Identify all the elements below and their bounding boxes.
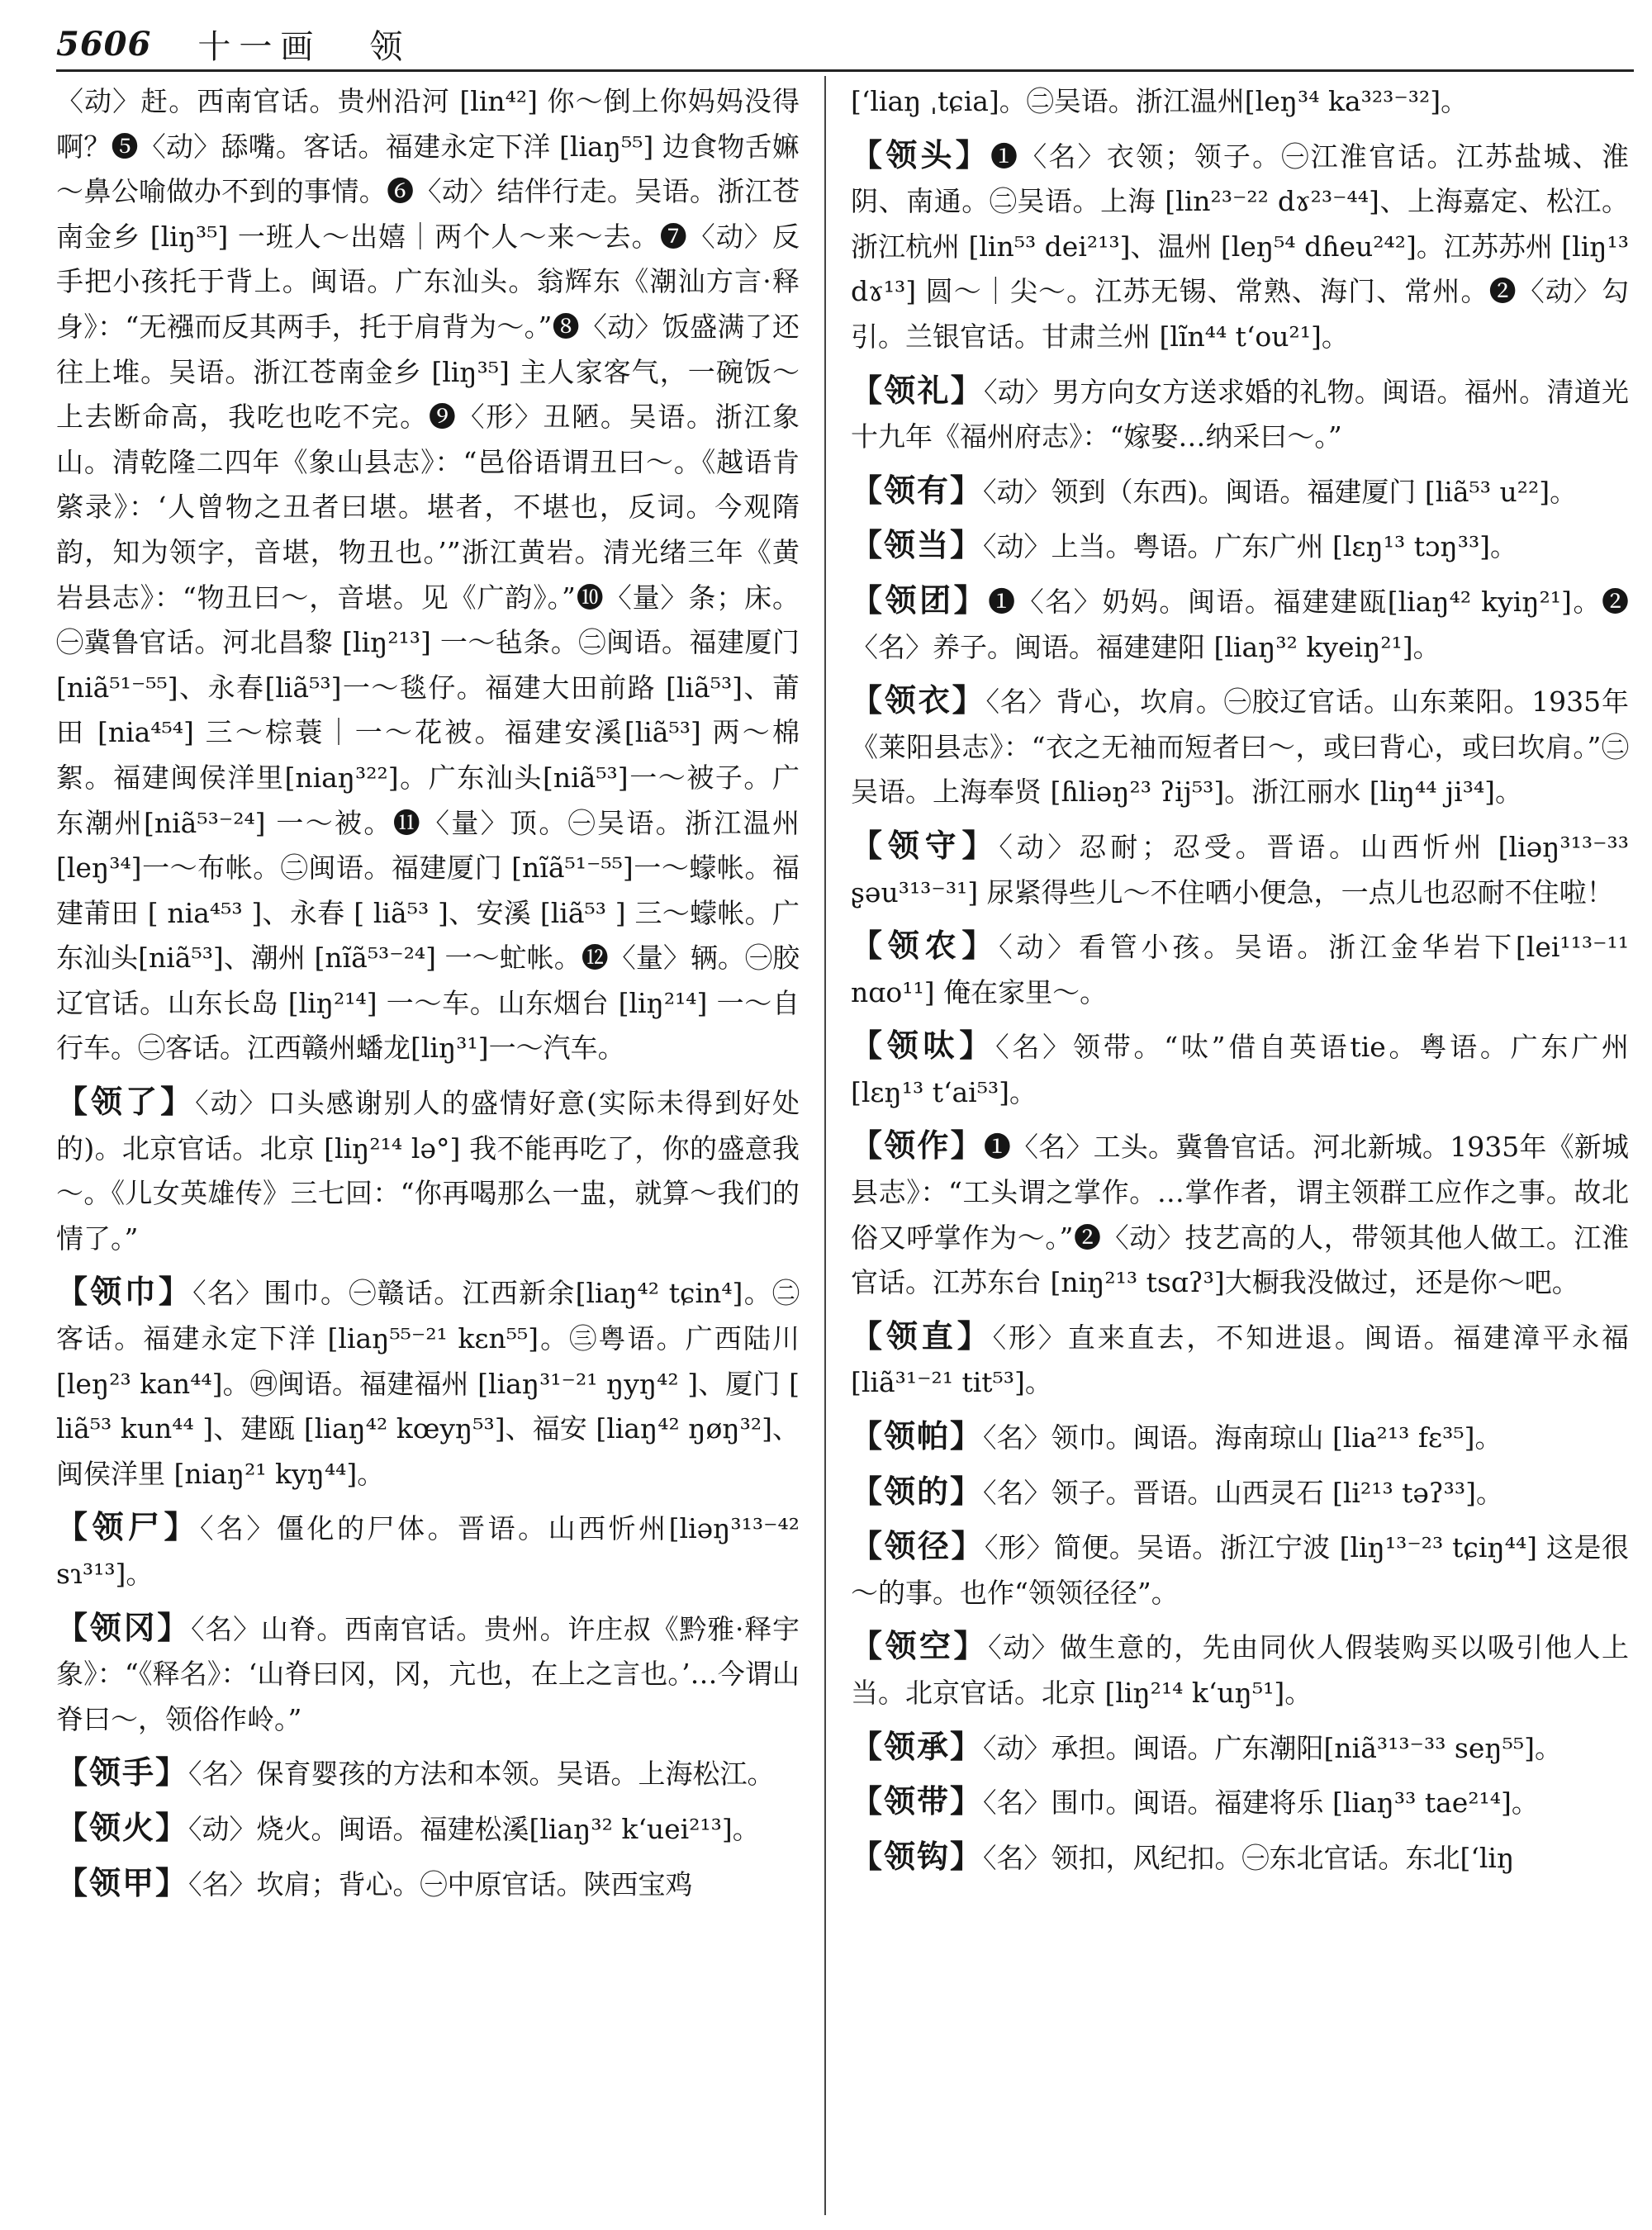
left-column [56,76,800,2223]
dictionary-entry [56,1861,800,1908]
entry-headword: 【领当】 [851,526,984,564]
dictionary-entry [56,1079,800,1261]
entry-headword: 【领带】 [851,1782,984,1820]
page-number: 5606 [56,24,152,64]
dictionary-entry [851,133,1629,360]
entry-headword: 【领团】 [851,581,989,619]
dictionary-entry [56,1750,800,1797]
entry-headword: 【领直】 [851,1317,993,1355]
entry-definition: ❶〈名〉奶妈。闽语。福建建瓯[liaŋ⁴² kyiŋ²¹]。❷〈名〉养子。闽语。福建建阳 [liaŋ³² kyeiŋ²¹]。 [851,585,1629,663]
entry-definition: 〈动〉上当。粤语。广东广州 [lɛŋ¹³ tɔŋ³³]。 [983,530,1518,563]
entry-headword: 【领农】 [851,927,999,965]
entry-headword: 【领礼】 [851,371,984,409]
right-column [851,76,1629,2223]
entry-definition: 〈动〉忍耐；忍受。晋语。山西忻州 [liəŋ³¹³⁻³³ ʂəu³¹³⁻³¹] 尿紧得些儿～不住哂小便急，一点儿也忍耐不住啦！ [851,830,1629,909]
entry-headword: 【领火】 [56,1808,189,1846]
entry-headword: 【领冈】 [56,1608,192,1646]
page-header [56,18,1634,72]
dictionary-entry [56,1505,800,1597]
entry-definition: 〈动〉男方向女方送求婚的礼物。闽语。福州。清道光十九年《福州府志》：“嫁娶…纳采曰～。” [851,375,1629,453]
dictionary-entry [851,1414,1629,1461]
entry-definition: 〈名〉领巾。闽语。海南琼山 [lia²¹³ fɛ³⁵]。 [983,1421,1502,1454]
entry-definition: 〈动〉赶。西南官话。贵州沿河 [lin⁴²] 你～倒上你妈妈没得啊？❺〈动〉舔嘴。客话。福建永定下洋 [liaŋ⁵⁵] 边食物舌嫲～鼻公喻做办不到的事情。❻〈动〉结伴行走。吴语。浙江苍南金乡 [liŋ³⁵] 一班人～出嬉｜两个人～来～去。❼〈动〉反手把小孩托于背上。闽语。广东汕头。翁辉东《潮汕方言·释身》：“无襁而反其两手，托于肩背为～。”❽〈动〉饭盛满了还往上堆。吴语。浙江苍南金乡 [liŋ³⁵] 主人家客气，一碗饭～上去断命高，我吃也吃不完。❾〈形〉丑陋。吴语。浙江象山。清乾隆二四年《象山县志》：“邑俗语谓丑曰～。《越语肯綮录》：‘人曾物之丑者曰堪。堪者，不堪也，反词。今观隋韵，知为领字，音堪，物丑也。’”浙江黄岩。清光绪三年《黄岩县志》：“物丑曰～，音堪。见《广韵》。”❿〈量〉条；床。㊀冀鲁官话。河北昌黎 [liŋ²¹³] 一～毡条。㊁闽语。福建厦门 [niã⁵¹⁻⁵⁵]、永春[liã⁵³]一～毯仔。福建大田前路 [liã⁵³]、莆田 [nia⁴⁵⁴] 三～棕蓑｜一～花被。福建安溪[liã⁵³] 两～棉絮。福建闽侯洋里[niaŋ³²²]。广东汕头[niã⁵³]一～被子。广东潮州[niã⁵³⁻²⁴] 一～被。⓫〈量〉顶。㊀吴语。浙江温州[leŋ³⁴]一～布帐。㊁闽语。福建厦门 [nĩã⁵¹⁻⁵⁵]一～蠓帐。福建莆田 [ nia⁴⁵³ ]、永春 [ liã⁵³ ]、安溪 [liã⁵³ ] 三～蠓帐。广东汕头[niã⁵³]、潮州 [nĩã⁵³⁻²⁴] 一～虻帐。⓬〈量〉辆。㊀胶辽官话。山东长岛 [liŋ²¹⁴] 一～车。山东烟台 [liŋ²¹⁴] 一～自行车。㊁客话。江西赣州蟠龙[liŋ³¹]一～汽车。 [56,85,800,1065]
entry-definition: 〈形〉简便。吴语。浙江宁波 [liŋ¹³⁻²³ tɕiŋ⁴⁴] 这是很～的事。也作“领领径径”。 [851,1531,1629,1609]
entry-definition: 〈形〉直来直去，不知进退。闽语。福建漳平永福 [liã³¹⁻²¹ tit⁵³]。 [851,1321,1629,1399]
entry-definition: 〈动〉承担。闽语。广东潮阳[niã³¹³⁻³³ seŋ⁵⁵]。 [983,1731,1562,1764]
entry-definition: 〈动〉领到（东西)。闽语。福建厦门 [liã⁵³ u²²]。 [983,475,1578,508]
dictionary-entry [851,578,1629,670]
dictionary-entry [851,1469,1629,1516]
dictionary-entry [851,78,1629,125]
entry-definition: ❶〈名〉工头。冀鲁官话。河北新城。1935年《新城县志》：“工头谓之掌作。…掌作者，谓主领群工应作之事。故北俗又呼掌作为～。”❷〈动〉技艺高的人，带领其他人做工。江淮官话。江苏东台 [niŋ²¹³ tsɑʔ³]大橱我没做过，还是你～吧。 [851,1131,1629,1299]
entry-definition: 〈名〉山脊。西南官话。贵州。许庄叔《黔雅·释宇象》：“《释名》：‘山脊曰冈，冈，亢也，在上之言也。’…今谓山脊曰～，领俗作岭。” [56,1612,800,1735]
stroke-section: 十一画 [197,27,322,66]
column-divider [824,76,826,2215]
entry-definition: 〈名〉僵化的尸体。晋语。山西忻州[liəŋ³¹³⁻⁴² sɿ³¹³]。 [56,1512,800,1590]
entry-headword: 【领的】 [851,1472,984,1510]
dictionary-entry [851,1524,1629,1616]
dictionary-entry [851,923,1629,1015]
entry-headword: 【领尸】 [56,1508,201,1546]
dictionary-entry [56,78,800,1071]
dictionary-entry [851,1023,1629,1115]
dictionary-entry [851,678,1629,815]
entry-headword: 【领巾】 [56,1273,193,1311]
dictionary-entry [851,368,1629,460]
entry-definition: 〈名〉坎肩；背心。㊀中原官话。陕西宝鸡 [188,1867,693,1900]
dictionary-entry [851,1834,1629,1881]
entry-headword: 【领头】 [851,135,990,173]
dictionary-entry [56,1805,800,1853]
entry-definition: 〈名〉领子。晋语。山西灵石 [li²¹³ təʔ³³]。 [983,1476,1503,1509]
entry-headword: 【领衣】 [851,681,986,719]
entry-definition: 〈名〉围巾。㊀赣话。江西新余[liaŋ⁴² tɕin⁴]。㊁客话。福建永定下洋 [liaŋ⁵⁵⁻²¹ kɛn⁵⁵]。㊂粤语。广西陆川[leŋ²³ kan⁴⁴]。㊃闽语。福建福州 [liaŋ³¹⁻²¹ ŋyŋ⁴² ]、厦门 [ liã⁵³ kun⁴⁴ ]、建瓯 [liaŋ⁴² kœyŋ⁵³]、福安 [liaŋ⁴² ŋøŋ³²]、闽侯洋里 [niaŋ²¹ kyŋ⁴⁴]。 [56,1277,800,1490]
entry-headword: 【领空】 [851,1627,989,1665]
dictionary-entry [851,468,1629,515]
entry-definition: 〈名〉保育婴孩的方法和本领。吴语。上海松江。 [188,1758,775,1791]
entry-definition: 〈名〉领扣，风纪扣。㊀东北官话。东北[ʻliŋ [983,1841,1515,1874]
entry-headword: 【领手】 [56,1753,189,1791]
entry-definition: 〈动〉烧火。闽语。福建松溪[liaŋ³² k‘uei²¹³]。 [188,1812,760,1845]
dictionary-entry [851,523,1629,570]
dictionary-entry [851,1624,1629,1715]
dictionary-entry [851,1779,1629,1826]
entry-definition: ❶〈名〉衣领；领子。㊀江淮官话。江苏盐城、淮阴、南通。㊁吴语。上海 [lin²³⁻²² dɤ²³⁻⁴⁴]、上海嘉定、松江。浙江杭州 [lin⁵³ dei²¹³]、温州 [leŋ⁵⁴ dɦeu²⁴²]。江苏苏州 [liŋ¹³ dɤ¹³] 圆～｜尖～。江苏无锡、常熟、海门、常州。❷〈动〉勾引。兰银官话。甘肃兰州 [lĩn⁴⁴ t‘ou²¹]。 [851,140,1629,353]
entry-headword: 【领径】 [851,1527,985,1565]
dictionary-entry [56,1269,800,1497]
entry-headword: 【领有】 [851,471,984,509]
entry-headword: 【领钩】 [851,1837,984,1875]
entry-headword: 【领呔】 [851,1027,996,1065]
entry-definition: 〈名〉围巾。闽语。福建将乐 [liaŋ³³ tae²¹⁴]。 [983,1786,1539,1820]
entry-definition: 〈动〉看管小孩。吴语。浙江金华岩下[lei¹¹³⁻¹¹ nɑo¹¹] 俺在家里～。 [851,931,1629,1008]
dictionary-entry [851,1314,1629,1406]
entry-headword: 【领帕】 [851,1417,984,1455]
entry-headword: 【领承】 [851,1727,984,1765]
entry-headword: 【领甲】 [56,1863,189,1901]
dictionary-entry [851,1123,1629,1305]
entry-definition: [ʻliaŋ ˌtɕia]。㊁吴语。浙江温州[leŋ³⁴ ka³²³⁻³²]。 [851,85,1469,117]
radical-character: 领 [369,27,403,66]
entry-definition: 〈动〉做生意的，先由同伙人假装购买以吸引他人上当。北京官话。北京 [liŋ²¹⁴ k‘uŋ⁵¹]。 [851,1631,1629,1709]
entry-headword: 【领守】 [851,826,999,864]
dictionary-entry [56,1606,800,1743]
entry-definition: 〈名〉背心，坎肩。㊀胶辽官话。山东莱阳。1935年《莱阳县志》：“衣之无袖而短者曰～，或曰背心，或曰坎肩。”㊁吴语。上海奉贤 [ɦliəŋ²³ ʔij⁵³]。浙江丽水 [liŋ⁴⁴ ji³⁴]。 [851,686,1629,809]
entry-definition: 〈动〉口头感谢别人的盛情好意(实际未得到好处的)。北京官话。北京 [liŋ²¹⁴ lə°] 我不能再吃了，你的盛意我～。《儿女英雄传》三七回：“你再喝那么一盅，就算～我们的情了。” [56,1087,800,1255]
dictionary-entry [851,1725,1629,1772]
dictionary-entry [851,823,1629,915]
entry-headword: 【领作】 [851,1127,984,1165]
entry-headword: 【领了】 [56,1083,196,1121]
entry-definition: 〈名〉领带。“呔”借自英语tie。粤语。广东广州 [lɛŋ¹³ t‘ai⁵³]。 [851,1031,1629,1108]
